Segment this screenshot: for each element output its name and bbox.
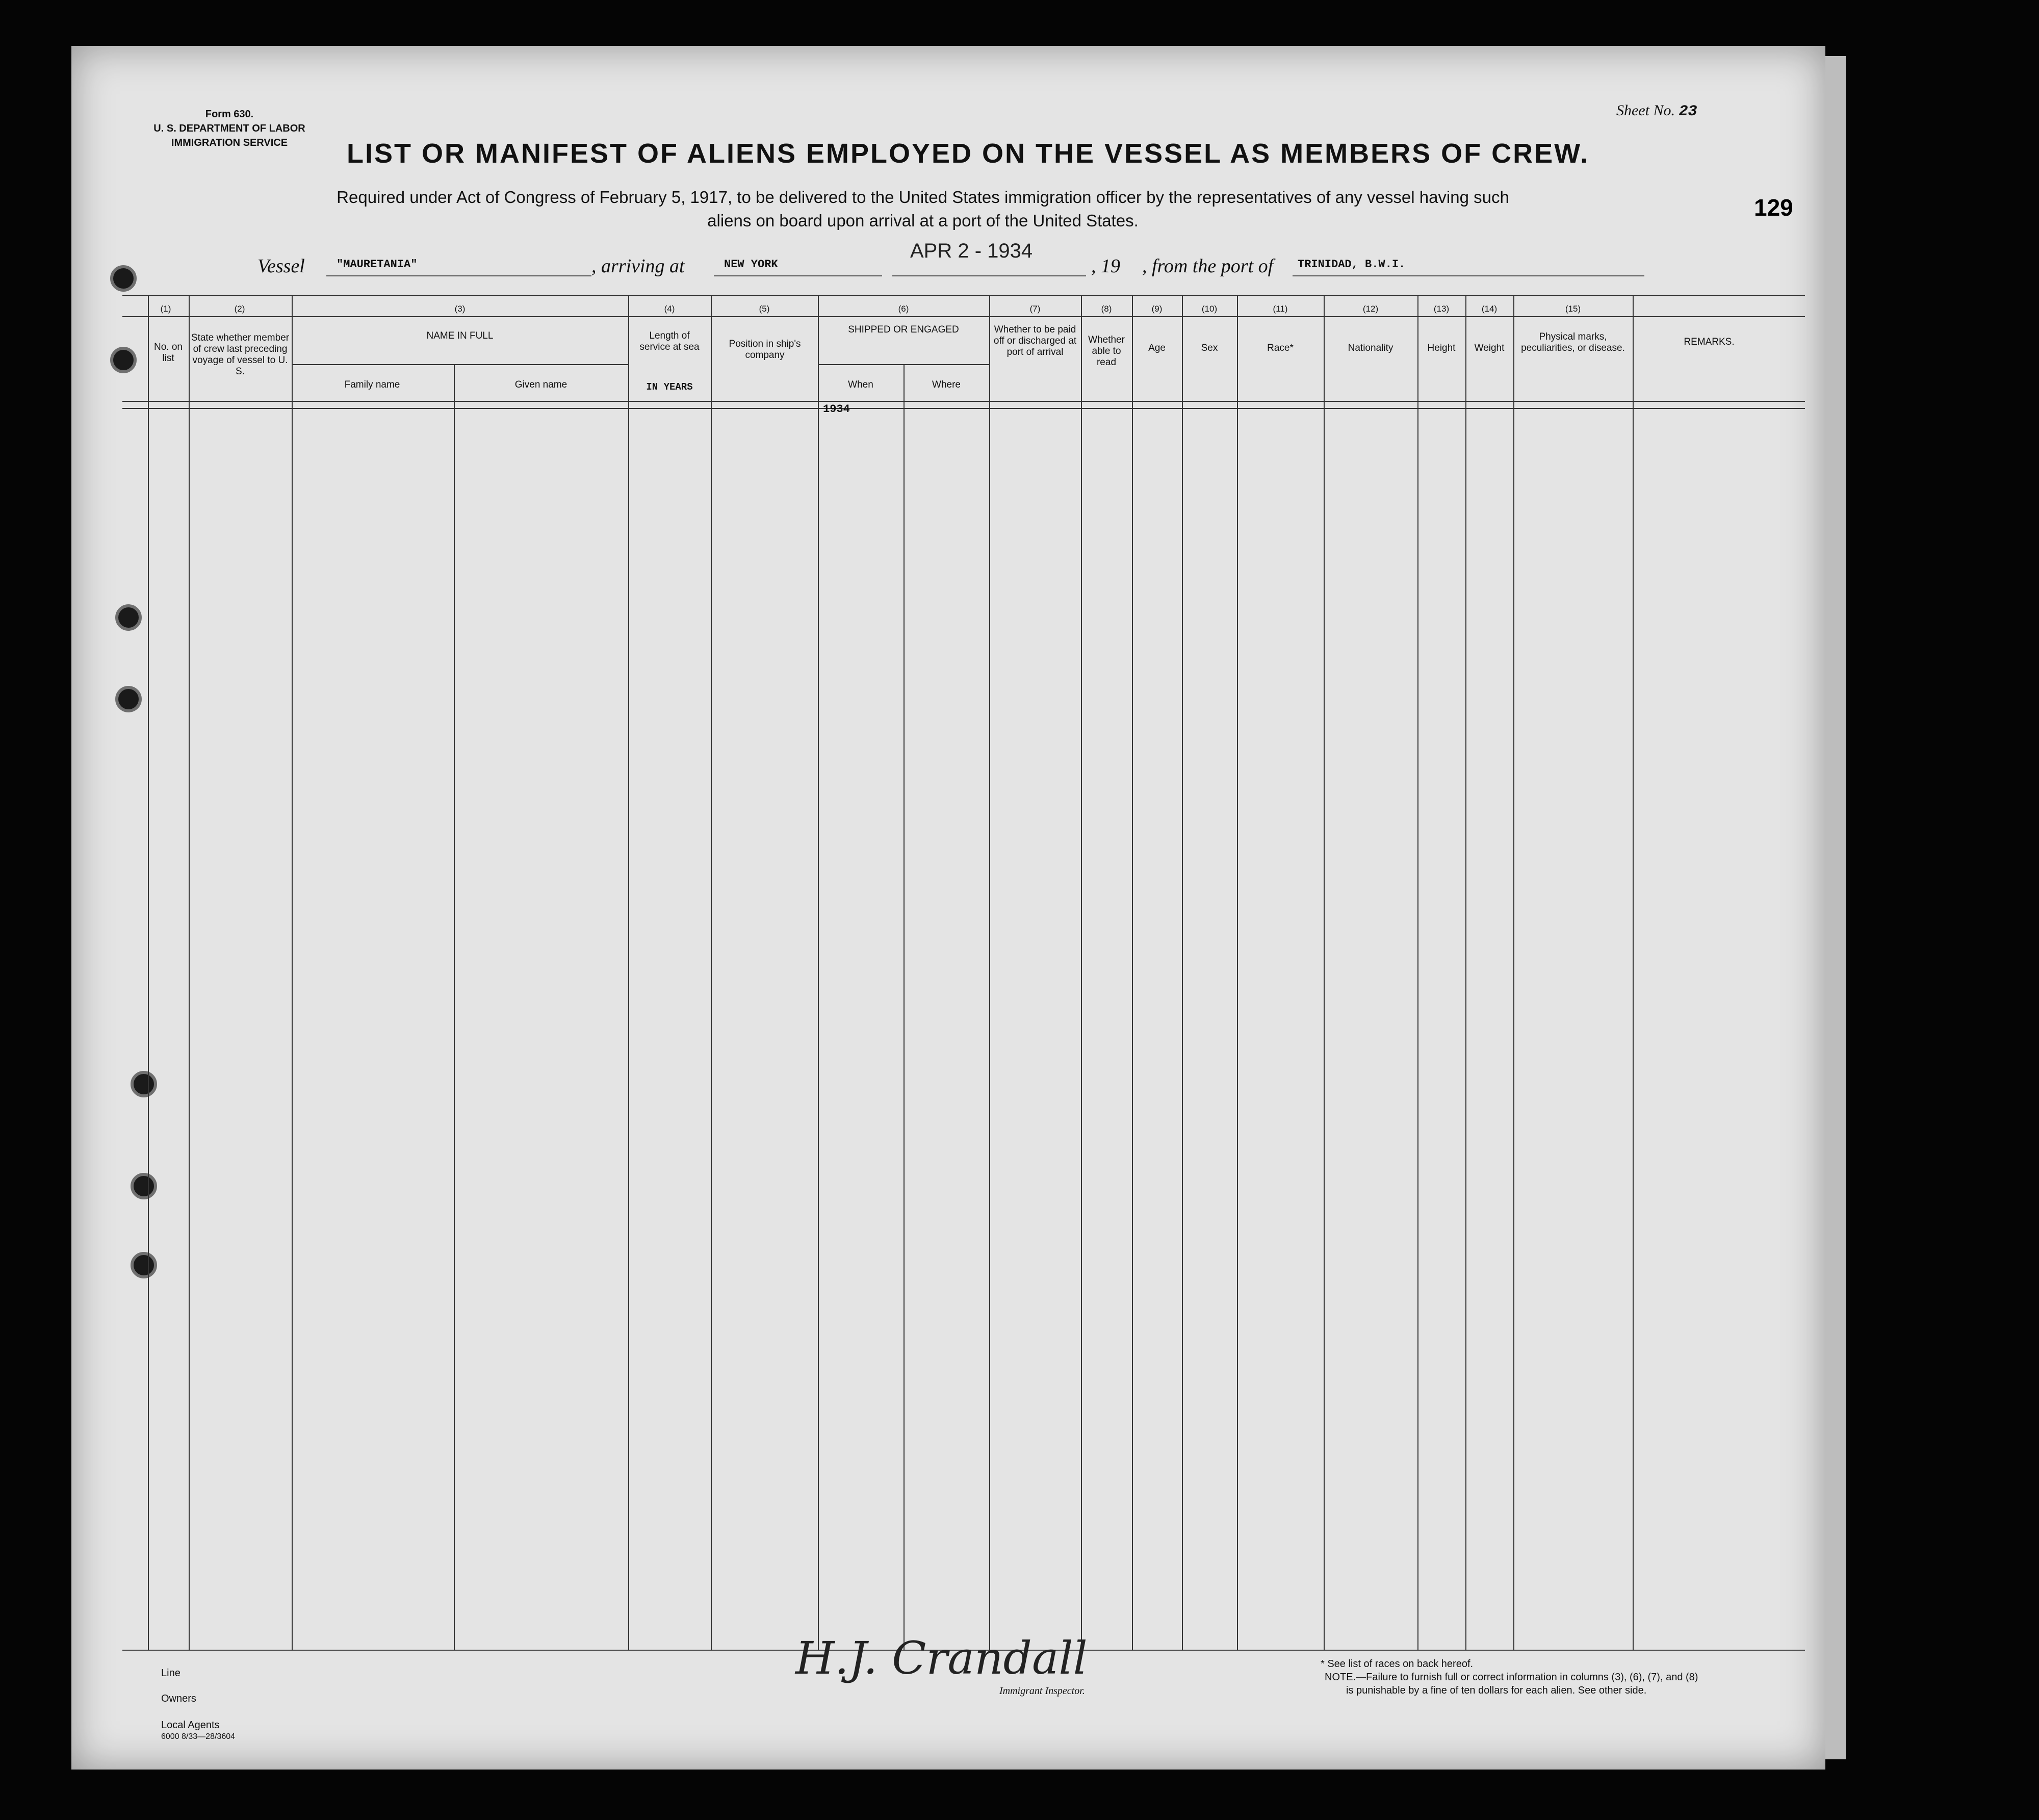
subtitle-line-2: aliens on board upon arrival at a port of the United States. [707,211,1139,230]
col-4-unit: IN YEARS [646,381,693,393]
col-9-label: Age [1148,343,1166,353]
arriving-label: , arriving at [591,255,685,277]
col-5-label: Position in ship's company [729,339,801,361]
col-11-label: Race* [1267,343,1294,353]
local-agents-label: Local Agents [161,1720,220,1731]
table-rule [1465,295,1466,1650]
owners-label: Owners [161,1693,196,1704]
col-14-label: Weight [1474,343,1505,353]
table-rule [122,408,1805,409]
subtitle-line-1: Required under Act of Congress of February 5, 1917, to be delivered to the United States immigration officer by the representatives of any vessel having such [337,188,1509,207]
table-rule [1182,295,1183,1650]
vessel-name: "MAURETANIA" [337,258,418,271]
col-1-label: No. on list [154,342,183,364]
table-rule [122,295,1805,296]
penalty-note-line-1: NOTE.—Failure to furnish full or correct information in columns (3), (6), (7), and (8) [1325,1672,1698,1683]
col-9-number: (9) [1151,304,1163,314]
remarks-label: REMARKS. [1684,337,1735,347]
table-rule [711,295,712,1650]
punch-hole [131,1071,157,1097]
line-label: Line [161,1668,180,1679]
form-number: Form 630. [205,109,254,120]
service-name: IMMIGRATION SERVICE [171,137,288,148]
table-rule [1633,295,1634,1650]
page-number: 129 [1754,194,1793,221]
col-15-number: (15) [1565,304,1581,314]
table-rule [628,295,629,1650]
vessel-label: Vessel [257,255,305,277]
col-6-where-label: Where [932,379,961,390]
table-rule [122,316,1805,317]
col-13-label: Height [1427,343,1456,353]
table-rule [292,295,293,1650]
col-1-number: (1) [160,304,171,314]
col-3-number: (3) [454,304,466,314]
from-label: , from the port of [1142,255,1274,277]
sheet-value: 23 [1679,103,1697,120]
col-7-number: (7) [1029,304,1041,314]
col-12-label: Nationality [1348,343,1393,353]
table-rule [122,401,1805,402]
punch-hole [131,1173,157,1199]
table-rule [454,364,455,1650]
table-rule [1513,295,1514,1650]
col-8-number: (8) [1101,304,1112,314]
col-6-when-label: When [848,379,873,390]
col-6-label: SHIPPED OR ENGAGED [848,324,959,335]
col-12-number: (12) [1362,304,1379,314]
table-rule [904,364,905,1650]
date-stamp: APR 2 - 1934 [910,240,1033,262]
table-rule [1132,295,1133,1650]
table-rule [189,295,190,1650]
document-title: LIST OR MANIFEST OF ALIENS EMPLOYED ON THE VESSEL AS MEMBERS OF CREW. [347,138,1590,169]
arriving-port: NEW YORK [724,258,778,271]
col-8-label: Whether able to read [1088,335,1125,368]
table-rule [1417,295,1418,1650]
col-10-number: (10) [1201,304,1218,314]
table-rule [1081,295,1082,1650]
col-3-given-label: Given name [514,379,567,390]
col-14-number: (14) [1481,304,1498,314]
table-rule [148,295,149,1650]
punch-hole [110,347,137,373]
col-3-label: NAME IN FULL [426,330,494,341]
penalty-note-line-2: is punishable by a fine of ten dollars for each alien. See other side. [1346,1685,1647,1696]
sheet-number [1616,102,1697,120]
col-4-number: (4) [664,304,675,314]
form-header [122,107,337,150]
punch-hole [131,1252,157,1278]
print-code: 6000 8/33—28/3604 [161,1732,236,1741]
col-5-number: (5) [759,304,770,314]
col-3-family-label: Family name [344,379,400,390]
col-13-number: (13) [1433,304,1450,314]
col-6-number: (6) [898,304,909,314]
table-rule [989,295,990,1650]
col-7-label: Whether to be paid off or discharged at port of arrival [993,324,1077,357]
year-label: , 19 [1091,255,1120,277]
inspector-label: Immigrant Inspector. [999,1685,1085,1697]
table-rule [1237,295,1238,1650]
punch-hole [115,686,142,712]
col-2-number: (2) [234,304,245,314]
col-2-label: State whether member of crew last preceding voyage of vessel to U. S. [191,332,290,377]
from-port: TRINIDAD, B.W.I. [1298,258,1406,271]
col-15-label: Physical marks, peculiarities, or disease. [1521,331,1625,353]
punch-hole [110,265,137,292]
shipped-year: 1934 [823,403,850,416]
department-name: U. S. DEPARTMENT OF LABOR [153,123,305,134]
table-rule [818,295,819,1650]
punch-hole [115,604,142,631]
table-rule [292,364,628,365]
inspector-signature: H.J. Crandall [795,1632,1088,1684]
col-11-number: (11) [1273,304,1288,314]
document-subtitle [224,186,1621,233]
sheet-label: Sheet No. [1616,102,1675,119]
col-4-label: Length of service at sea [639,330,700,352]
races-note: * See list of races on back hereof. [1321,1658,1474,1670]
col-10-label: Sex [1201,343,1218,353]
table-rule [1324,295,1325,1650]
